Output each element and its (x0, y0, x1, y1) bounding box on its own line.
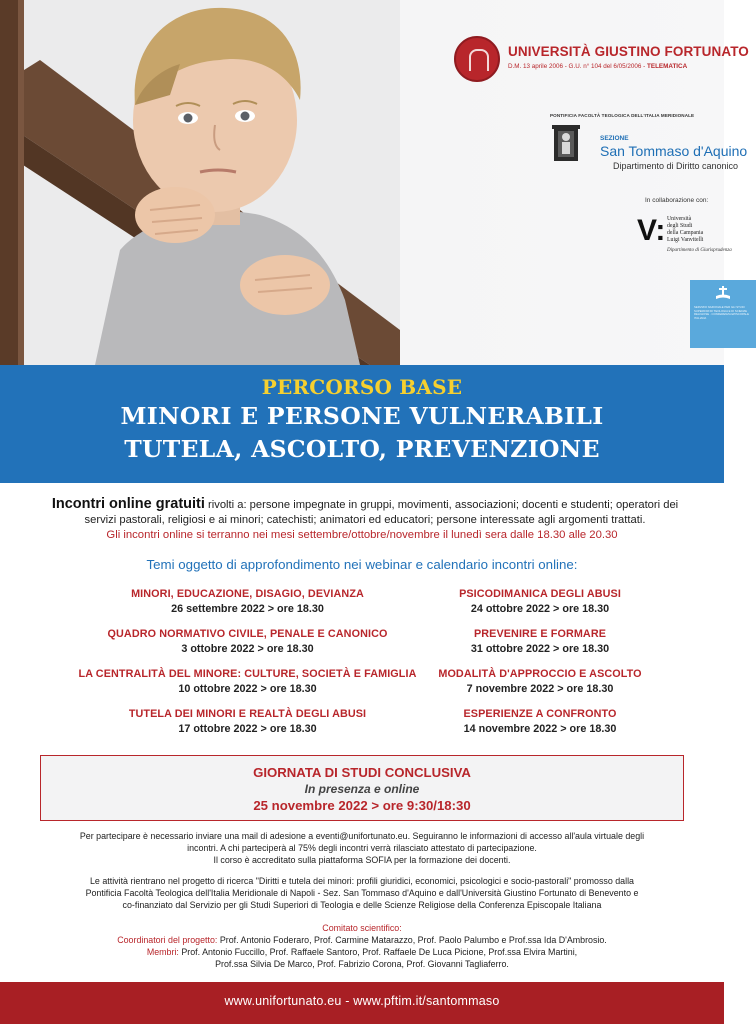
topic-item (60, 668, 435, 695)
conclusive-day-box (40, 755, 684, 821)
cross-book-icon (715, 285, 731, 301)
project-notes (40, 875, 684, 911)
topic-date: 7 novembre 2022 > ore 18.30 (466, 683, 614, 695)
topic-item (100, 708, 395, 735)
note-line: incontri. A chi parteciperà al 75% degli incontri verrà rilasciato attestato di partecipazione. (187, 843, 537, 853)
topic-title: QUADRO NORMATIVO CIVILE, PENALE E CANONICO (107, 628, 388, 640)
hero-section (0, 0, 749, 365)
scientific-committee (40, 922, 684, 970)
ugf-title: UNIVERSITÀ GIUSTINO FORTUNATO (508, 44, 749, 59)
note-line: Pontificia Facoltà Teologica dell'Italia Meridionale di Napoli - Sez. San Tommaso d'Aquino e dall'Università Giustino Fortunato di Benevento e (85, 888, 639, 898)
note-line: co-finanziato dal Servizio per gli Studi Superiori di Teologia e delle Scienze Religiose della Conferenza Episcopale Italiana (122, 900, 602, 910)
pftim-crest-icon (550, 123, 582, 163)
topic-title: PREVENIRE E FORMARE (473, 628, 607, 640)
vanvitelli-mark: V: (637, 214, 666, 247)
topic-title: MINORI, EDUCAZIONE, DISAGIO, DEVIANZA (131, 588, 364, 600)
note-line: Per partecipare è necessario inviare una mail di adesione a eventi@unifortunato.eu. Seguiranno le informazioni di accesso all'aula virtuale degli (79, 831, 645, 841)
ugf-subtitle: D.M. 13 aprile 2006 - G.U. n° 104 del 6/05/2006 - TELEMATICA (508, 63, 688, 70)
topics-heading: Temi oggetto di approfondimento nei webinar e calendario incontri online: (146, 557, 578, 572)
conclusive-subtitle: In presenza e online (304, 782, 420, 796)
course-title-line2: TUTELA, ASCOLTO, PREVENZIONE (124, 435, 600, 463)
note-line: Il corso è accreditato sulla piattaforma SOFIA per la formazione dei docenti. (213, 855, 511, 865)
footer-links[interactable]: www.unifortunato.eu - www.pftim.it/santommaso (224, 994, 500, 1008)
topic-date: 3 ottobre 2022 > ore 18.30 (181, 643, 314, 655)
sezione-department: Dipartimento di Diritto canonico (613, 161, 739, 171)
committee-title: Comitato scientifico: (322, 923, 402, 933)
snsis-logo (690, 280, 756, 348)
ugf-logo (454, 36, 749, 86)
topic-item (425, 588, 655, 615)
intro-paragraph (40, 497, 690, 528)
ugf-seal-icon (454, 36, 500, 82)
vanvitelli-logo (637, 214, 732, 264)
intro-lead: Incontri online gratuiti (51, 496, 205, 512)
topic-title: TUTELA DEI MINORI E REALTÀ DEGLI ABUSI (128, 708, 367, 720)
pftim-heading: PONTIFICIA FACOLTÀ TEOLOGICA DELL'ITALIA MERIDIONALE (550, 113, 695, 118)
title-band (0, 365, 724, 483)
conclusive-title: GIORNATA DI STUDI CONCLUSIVA (253, 765, 471, 780)
committee-members-cont: Prof.ssa Silvia De Marco, Prof. Fabrizio Corona, Prof. Giovanni Tagliaferro. (215, 959, 509, 969)
topic-item (425, 708, 655, 735)
sezione-label: SEZIONE (600, 135, 629, 142)
vanvitelli-name: Università degli Studi della Campania Luigi Vanvitelli (667, 216, 704, 243)
topic-title: ESPERIENZE A CONFRONTO (463, 708, 617, 720)
topic-title: LA CENTRALITÀ DEL MINORE: CULTURE, SOCIETÀ E FAMIGLIA (78, 668, 417, 680)
committee-coordinators: Coordinatori del progetto: Prof. Antonio Foderaro, Prof. Carmine Matarazzo, Prof. Paolo Palumbo e Prof.ssa Ida D'Ambrosio. (117, 935, 607, 945)
topic-title: MODALITÀ D'APPROCCIO E ASCOLTO (438, 668, 642, 680)
schedule-note: Gli incontri online si terranno nei mesi settembre/ottobre/novembre il lunedì sera dalle 18.30 alle 20.30 (106, 529, 618, 541)
course-kicker: PERCORSO BASE (261, 375, 463, 399)
pftim-logo (520, 113, 748, 173)
topic-title: PSICODIMANICA DEGLI ABUSI (459, 588, 621, 600)
topic-item (80, 628, 415, 655)
topic-date: 14 novembre 2022 > ore 18.30 (463, 723, 617, 735)
participation-notes (40, 830, 684, 866)
course-title-line1: MINORI E PERSONE VULNERABILI (120, 402, 604, 430)
topic-date: 10 ottobre 2022 > ore 18.30 (178, 683, 317, 695)
committee-members: Membri: Prof. Antonio Fuccillo, Prof. Raffaele Santoro, Prof. Raffaele De Luca Picione, Prof.ssa Elvira Martini, (146, 947, 578, 957)
intro-text: rivolti a: persone impegnate in gruppi, movimenti, associazioni; docenti e studenti; operatori dei servizi pastorali, religiosi e ai minori; catechisti; animatori ed educatori; persone interessate agli argomenti trattati. (84, 499, 679, 526)
partner-logos (394, 0, 749, 365)
snsis-text: SERVIZIO NAZIONALE PER GLI STUDI SUPERIORI DI TEOLOGIA E DI SCIENZE RELIGIOSE · CONFERENZA EPISCOPALE ITALIANA (694, 305, 749, 320)
child-photo (0, 0, 400, 365)
topic-date: 17 ottobre 2022 > ore 18.30 (178, 723, 317, 735)
topic-date: 31 ottobre 2022 > ore 18.30 (470, 643, 610, 655)
topic-item (425, 668, 655, 695)
topic-item (425, 628, 655, 655)
conclusive-date: 25 novembre 2022 > ore 9:30/18:30 (253, 798, 471, 813)
sezione-name: San Tommaso d'Aquino (600, 143, 748, 159)
topic-date: 26 settembre 2022 > ore 18.30 (171, 603, 324, 615)
collaboration-label: In collaborazione con: (645, 197, 709, 204)
note-line: Le attività rientrano nel progetto di ricerca "Diritti e tutela dei minori: profili giuridici, economici, psicologici e socio-pastorali" promosso dalla (90, 876, 634, 886)
topic-item (100, 588, 395, 615)
footer-bar (0, 982, 724, 1024)
vanvitelli-department: Dipartimento di Giurisprudenza (667, 248, 732, 253)
topic-date: 24 ottobre 2022 > ore 18.30 (470, 603, 610, 615)
